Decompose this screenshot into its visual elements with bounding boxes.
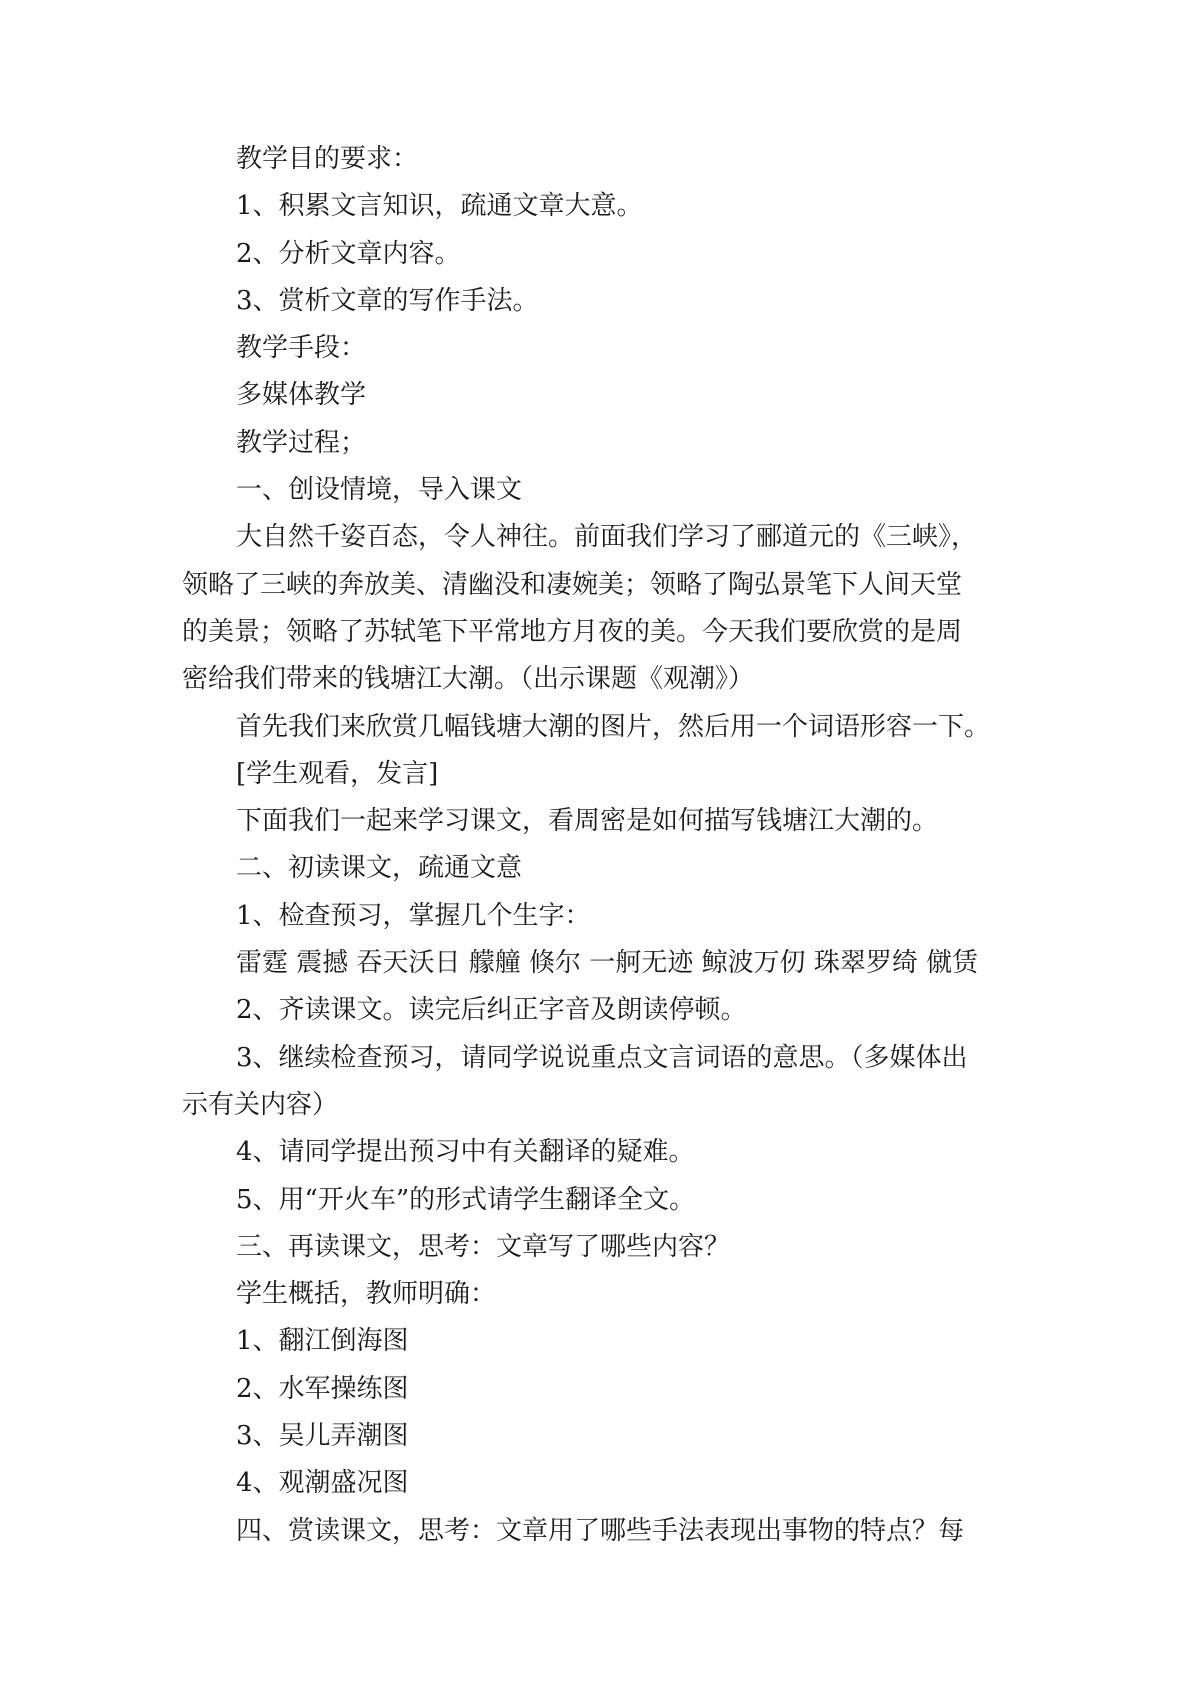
text-line: [学生观看，发言]	[236, 758, 439, 789]
document-body	[182, 136, 1022, 1555]
text-line: 三、再读课文，思考：文章写了哪些内容？	[236, 1231, 731, 1262]
text-line: 雷霆 震撼 吞天沃日 艨艟 倏尔 一舸无迹 鲸波万仞 珠翠罗绮 僦赁	[236, 948, 979, 979]
text-line: 5、用“开火车”的形式请学生翻译全文。	[236, 1184, 696, 1215]
text-line: 教学手段：	[236, 333, 367, 364]
text-line: 2、分析文章内容。	[236, 238, 461, 269]
text-line: 多媒体教学	[236, 380, 367, 411]
text-line: 2、齐读课文。读完后纠正字音及朗读停顿。	[236, 995, 747, 1026]
text-line: 的美景；领略了苏轼笔下平常地方月夜的美。今天我们要欣赏的是周	[182, 616, 963, 647]
text-line: 3、继续检查预习，请同学说说重点文言词语的意思。（多媒体出	[236, 1042, 968, 1073]
text-line: 4、观潮盛况图	[236, 1468, 409, 1499]
text-line: 密给我们带来的钱塘江大潮。（出示课题《观潮》）	[182, 664, 755, 695]
text-line: 1、翻江倒海图	[236, 1326, 409, 1357]
text-line: 一、创设情境，导入课文	[236, 475, 523, 506]
text-line: 教学过程；	[236, 427, 367, 458]
text-line: 教学目的要求：	[236, 144, 419, 174]
text-line: 二、初读课文，疏通文意	[236, 853, 523, 884]
text-line: 四、赏读课文，思考：文章用了哪些手法表现出事物的特点？每	[236, 1515, 965, 1546]
text-line: 领略了三峡的奔放美、清幽没和凄婉美；领略了陶弘景笔下人间天堂	[182, 569, 963, 600]
text-line: 大自然千姿百态，令人神往。前面我们学习了郦道元的《三峡》，	[236, 522, 978, 553]
text-line: 示有关内容）	[182, 1089, 339, 1120]
text-line: 4、请同学提出预习中有关翻译的疑难。	[236, 1137, 695, 1168]
text-line: 1、检查预习，掌握几个生字：	[236, 900, 591, 931]
text-line: 首先我们来欣赏几幅钱塘大潮的图片，然后用一个词语形容一下。	[236, 711, 991, 742]
text-line: 1、积累文言知识，疏通文章大意。	[236, 191, 643, 222]
text-line: 2、水军操练图	[236, 1373, 409, 1404]
text-line: 学生概括，教师明确：	[236, 1279, 497, 1310]
text-line: 3、赏析文章的写作手法。	[236, 285, 539, 316]
text-line: 下面我们一起来学习课文，看周密是如何描写钱塘江大潮的。	[236, 806, 939, 837]
text-line: 3、吴儿弄潮图	[236, 1421, 409, 1452]
